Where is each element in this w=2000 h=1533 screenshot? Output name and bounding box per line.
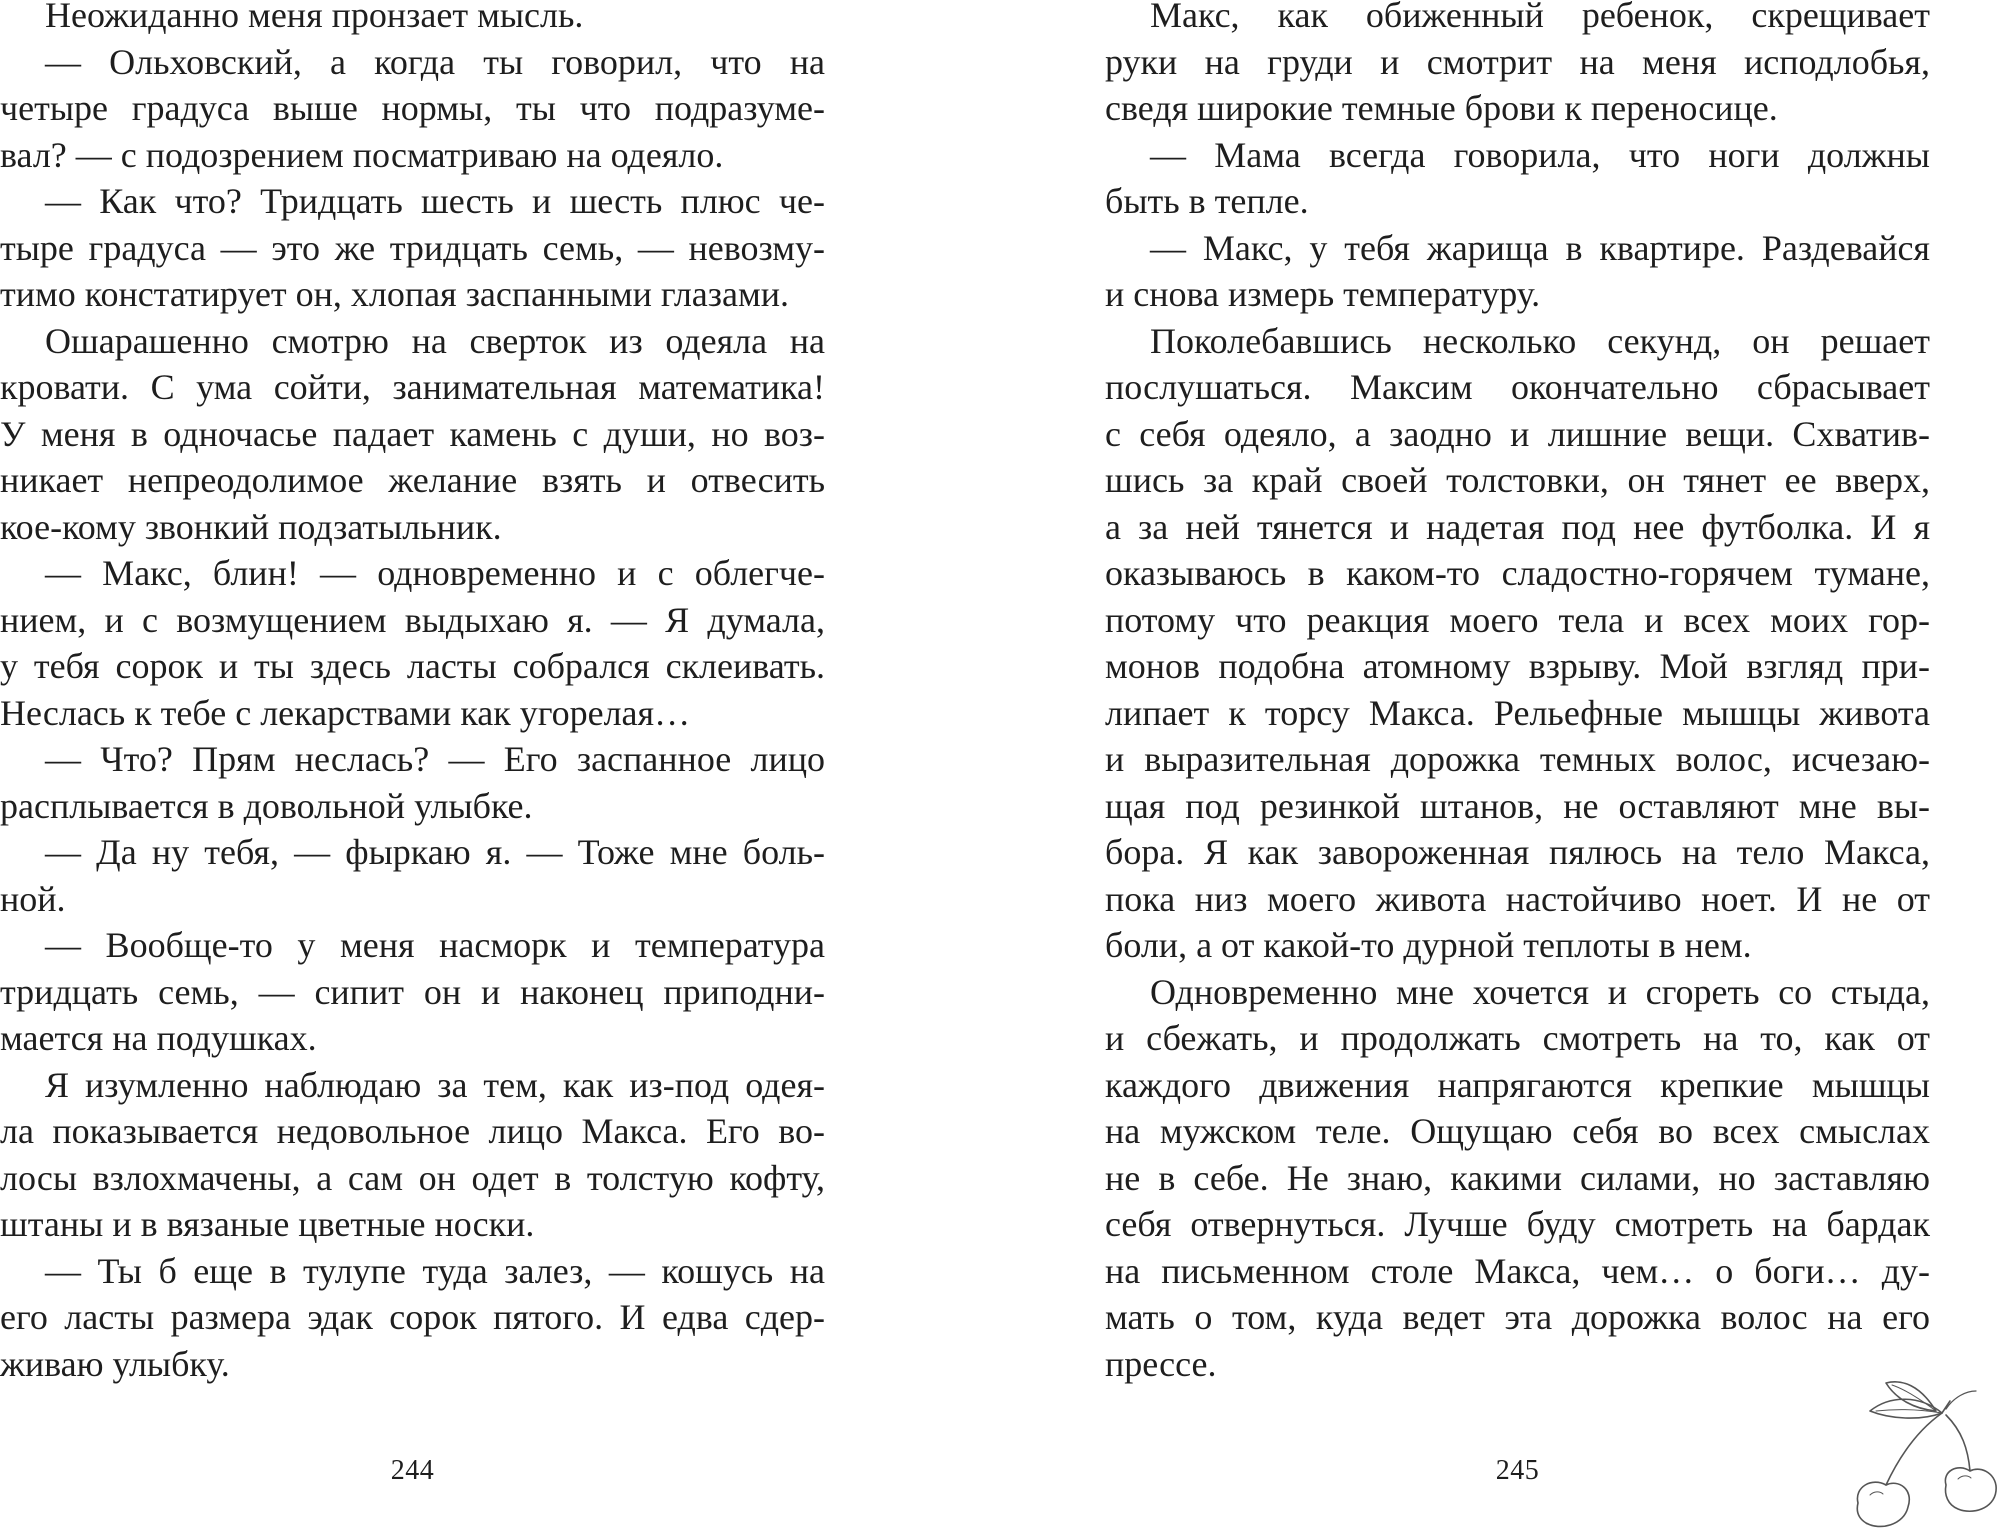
text-line: расплывается в довольной улыбке. bbox=[0, 785, 533, 826]
text-line: лосы взлохмачены, а сам он одет в толстую кофту, bbox=[0, 1157, 825, 1198]
left-page bbox=[0, 0, 825, 1533]
text-line: У меня в одночасье падает камень с души, но воз- bbox=[0, 413, 825, 454]
paragraph bbox=[0, 39, 825, 179]
paragraph bbox=[0, 1062, 825, 1248]
paragraph bbox=[1105, 0, 1930, 132]
text-line: — Ты б еще в тулупе туда залез, — кошусь на bbox=[45, 1250, 825, 1291]
right-page-number: 245 bbox=[1495, 1455, 1540, 1486]
text-line: штаны и в вязаные цветные носки. bbox=[0, 1204, 535, 1244]
text-line: нием, и с возмущением выдыхаю я. — Я думала, bbox=[0, 599, 825, 640]
text-line: мается на подушках. bbox=[0, 1018, 317, 1058]
paragraph bbox=[0, 1248, 825, 1388]
text-line: на мужском теле. Ощущаю себя во всех смыслах bbox=[1105, 1111, 1930, 1151]
text-line: Одновременно мне хочется и сгореть со стыда, bbox=[1150, 971, 1930, 1012]
text-line: Поколебавшись несколько секунд, он решает bbox=[1150, 320, 1930, 361]
text-line: и сбежать, и продолжать смотреть на то, как от bbox=[1105, 1018, 1930, 1058]
text-line: бора. Я как завороженная пялюсь на тело Макса, bbox=[1105, 832, 1930, 872]
text-line: — Вообще-то у меня насморк и температура bbox=[45, 925, 825, 965]
text-line: и выразительная дорожка темных волос, исчезаю- bbox=[1105, 739, 1930, 779]
text-line: шись за край своей толстовки, он тянет ее вверх, bbox=[1105, 460, 1930, 500]
text-line: щая под резинкой штанов, не оставляют мне вы- bbox=[1105, 785, 1930, 826]
text-line: Макс, как обиженный ребенок, скрещивает bbox=[1150, 0, 1930, 35]
text-line: Я изумленно наблюдаю за тем, как из-под одея- bbox=[45, 1064, 825, 1105]
text-line: — Мама всегда говорила, что ноги должны bbox=[1150, 134, 1930, 175]
paragraph bbox=[0, 550, 825, 736]
text-line: и снова измерь температуру. bbox=[1105, 274, 1541, 314]
text-line: кровати. С ума сойти, занимательная математика! bbox=[0, 367, 825, 407]
text-line: монов подобна атомному взрыву. Мой взгляд при- bbox=[1105, 646, 1930, 686]
text-line: с себя одеяло, а заодно и лишние вещи. Схватив- bbox=[1105, 413, 1930, 454]
paragraph bbox=[0, 0, 825, 39]
text-line: ла показывается недовольное лицо Макса. Его во- bbox=[0, 1111, 825, 1151]
text-line: вал? — с подозрением посматриваю на одеяло. bbox=[0, 134, 724, 175]
text-line: потому что реакция моего тела и всех моих гор- bbox=[1105, 599, 1930, 640]
text-line: быть в тепле. bbox=[1105, 181, 1309, 221]
text-line: тридцать семь, — сипит он и наконец приподни- bbox=[0, 971, 825, 1012]
text-line: — Да ну тебя, — фыркаю я. — Тоже мне боль- bbox=[45, 832, 825, 872]
text-line: Неслась к тебе с лекарствами как угорелая… bbox=[0, 692, 691, 733]
text-line: сведя широкие темные брови к переносице. bbox=[1105, 88, 1778, 128]
paragraph bbox=[0, 922, 825, 1062]
text-line: кое-кому звонкий подзатыльник. bbox=[0, 506, 502, 547]
text-line: Неожиданно меня пронзает мысль. bbox=[45, 0, 584, 35]
text-line: тыре градуса — это же тридцать семь, — невозму- bbox=[0, 227, 825, 268]
paragraph bbox=[0, 318, 825, 551]
text-line: тимо констатирует он, хлопая заспанными глазами. bbox=[0, 274, 790, 314]
paragraph bbox=[0, 178, 825, 318]
right-page-text bbox=[1105, 0, 1930, 1387]
text-line: — Макс, у тебя жарища в квартире. Раздевайся bbox=[1150, 227, 1930, 268]
text-line: прессе. bbox=[1105, 1343, 1217, 1384]
left-page-number: 244 bbox=[390, 1455, 435, 1486]
paragraph bbox=[0, 829, 825, 922]
text-line: — Ольховский, а когда ты говорил, что на bbox=[45, 41, 825, 82]
text-line: оказываюсь в каком-то сладостно-горячем тумане, bbox=[1105, 553, 1930, 593]
right-page bbox=[1105, 0, 1930, 1533]
text-line: боли, а от какой-то дурной теплоты в нем. bbox=[1105, 925, 1752, 965]
paragraph bbox=[0, 736, 825, 829]
text-line: никает непреодолимое желание взять и отвесить bbox=[0, 460, 825, 500]
text-line: послушаться. Максим окончательно сбрасывает bbox=[1105, 367, 1930, 407]
text-line: у тебя сорок и ты здесь ласты собрался склеивать. bbox=[0, 646, 825, 686]
text-line: мать о том, куда ведет эта дорожка волос на его bbox=[1105, 1297, 1930, 1337]
left-page-text bbox=[0, 0, 825, 1387]
text-line: а за ней тянется и надетая под нее футболка. И я bbox=[1105, 506, 1930, 547]
text-line: — Как что? Тридцать шесть и шесть плюс че- bbox=[45, 181, 825, 221]
paragraph bbox=[1105, 132, 1930, 225]
paragraph bbox=[1105, 969, 1930, 1388]
text-line: — Что? Прям неслась? — Его заспанное лицо bbox=[45, 739, 825, 779]
text-line: пока низ моего живота настойчиво ноет. И не от bbox=[1105, 878, 1930, 919]
text-line: живаю улыбку. bbox=[0, 1343, 230, 1384]
text-line: Ошарашенно смотрю на сверток из одеяла на bbox=[45, 320, 825, 361]
text-line: четыре градуса выше нормы, ты что подразуме- bbox=[0, 88, 825, 128]
text-line: руки на груди и смотрит на меня исподлобья, bbox=[1105, 41, 1930, 82]
cherry-illustration-icon bbox=[1850, 1375, 2000, 1533]
text-line: липает к торсу Макса. Рельефные мышцы живота bbox=[1105, 692, 1930, 733]
paragraph bbox=[1105, 318, 1930, 969]
text-line: себя отвернуться. Лучше буду смотреть на бардак bbox=[1105, 1204, 1930, 1244]
text-line: не в себе. Не знаю, какими силами, но заставляю bbox=[1105, 1157, 1930, 1198]
text-line: его ласты размера эдак сорок пятого. И едва сдер- bbox=[0, 1297, 825, 1337]
paragraph bbox=[1105, 225, 1930, 318]
text-line: каждого движения напрягаются крепкие мышцы bbox=[1105, 1064, 1930, 1105]
text-line: на письменном столе Макса, чем… о боги… ду- bbox=[1105, 1250, 1930, 1291]
text-line: ной. bbox=[0, 878, 66, 919]
text-line: — Макс, блин! — одновременно и с облегче- bbox=[45, 553, 825, 593]
